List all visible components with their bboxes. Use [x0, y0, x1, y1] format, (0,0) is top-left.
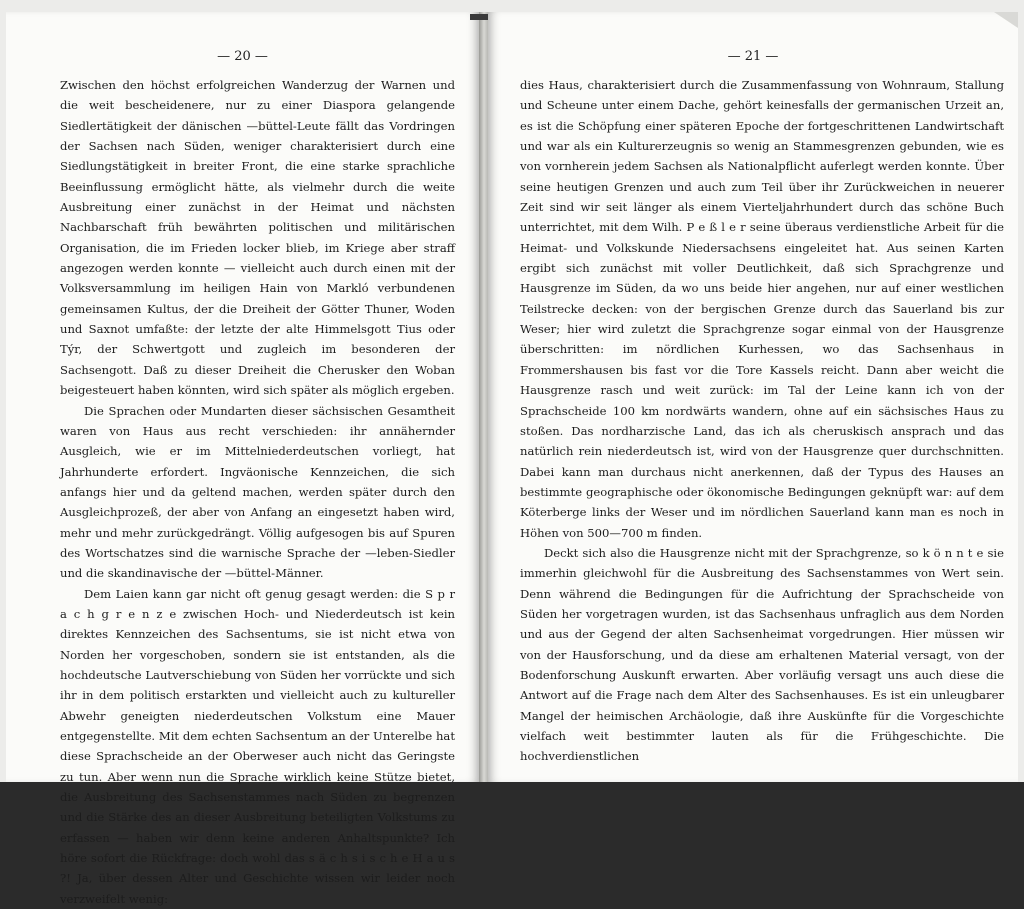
paragraph: Zwischen den höchst erfolgreichen Wanderzug der Warnen und die weit bescheidenere, nur zu einer Diaspora gelangende Siedlertätigkeit der dänischen —büttel-Leute fällt das Vordringen der Sachsen nach Süden, weniger charakterisiert durch eine Siedlungstätigkeit in breiter Front, die eine starke sprachliche Beeinflussung ermöglicht hätte, als vielmehr durch die weite Ausbreitung einer zunächst in der Heimat und nächsten Nachbarschaft früh bewährten politischen und militärischen Organisation, die im Frieden locker blieb, im Kriege aber straff angezogen werden konnte — vielleicht auch durch einen mit der Volksversammlung im heiligen Hain von Markló verbundenen gemeinsamen Kultus, der die Dreiheit der Götter Thuner, Woden und Saxnot umfaßte: der letzte der alte Himmelsgott Tius oder Týr, der Schwertgott und zugleich im besonderen der Sachsengott. Daß zu dieser Dreiheit die Cherusker den Woban beigesteuert haben könnten, wird sich später als möglich ergeben.: [60, 78, 455, 398]
page-number-right: — 21 —: [727, 49, 779, 64]
paragraph: Dem Laien kann gar nicht oft genug gesagt werden: die S p r a c h g r e n z e zwischen Hoch- und Niederdeutsch ist kein direktes Kennzeichen des Sachsentums, sie ist nicht etwa von Norden her vorgeschoben, sondern sie ist entstanden, als die hochdeutsche Lautverschiebung von Süden her vorrückte und sich ihr in dem politisch erstarkten und vielleicht auch zu kultureller Abwehr geneigten niederdeutschen Volkstum eine Mauer entgegenstellte. Mit dem echten Sachsentum an der Unterelbe hat diese Sprachscheide an der Oberweser auch nicht das Geringste zu tun. Aber wenn nun die Sprache wirklich keine Stütze bietet, die Ausbreitung des Sachsenstammes nach Süden zu begrenzen und die Stärke des an dieser Ausbreitung beteiligten Volkstums zu erfassen — haben wir denn keine anderen Anhaltspunkte? Ich höre sofort die Rückfrage: doch wohl das s ä c h s i s c h e H a u s ?! Ja, über dessen Alter und Geschichte wissen wir leider noch verzweifelt wenig:: [60, 586, 455, 906]
book-gutter: [479, 12, 488, 782]
right-page: [488, 12, 1018, 782]
right-page-text: [520, 75, 1004, 767]
paragraph: Die Sprachen oder Mundarten dieser sächsischen Gesamtheit waren von Haus aus recht verschieden: ihr annähernder Ausgleich, wie er im Mittelniederdeutschen vorliegt, hat Jahrhunderte erfordert. Ingväonische Kennzeichen, die sich anfangs hier und da geltend machen, werden später durch den Ausgleichprozeß, der aber von Anfang an eingesetzt haben wird, mehr und mehr zurückgedrängt. Völlig aufgesogen bis auf Spuren des Wortschatzes sind die warnische Sprache der —leben-Siedler und die skandinavische der —büttel-Männer.: [60, 403, 455, 581]
left-page: [6, 12, 479, 906]
paragraph: Deckt sich also die Hausgrenze nicht mit der Sprachgrenze, so k ö n n t e sie immerhin gleichwohl für die Ausbreitung des Sachsenstammes von Wert sein. Denn während die Bedingungen für die Aufrichtung der Sprachscheide von Süden her vorgetragen wurden, ist das Sachsenhaus unfraglich aus dem Norden und aus der Gegend der alten Sachsenheimat vorgedrungen. Hier müssen wir von der Hausforschung, und da diese am erhaltenen Material versagt, von der Bodenforschung Auskunft erwarten. Aber vorläufig versagt uns auch diese die Antwort auf die Frage nach dem Alter des Sachsenhauses. Es ist ein unleugbarer Mangel der heimischen Archäologie, daß ihre Auskünfte für die Vorgeschichte vielfach weit bestimmter lauten als für die Frühgeschichte. Die hochverdienstlichen: [520, 545, 1004, 764]
paragraph: dies Haus, charakterisiert durch die Zusammenfassung von Wohnraum, Stallung und Scheune unter einem Dache, gehört keinesfalls der germanischen Urzeit an, es ist die Schöpfung einer späteren Epoche der fortgeschrittenen Landwirtschaft und war als ein Kulturerzeugnis so wenig an Stammesgrenzen gebunden, wie es von vornherein jedem Sachsen als Nationalpflicht auferlegt werden konnte. Über seine heutigen Grenzen und auch zum Teil über ihr Zurückweichen in neuerer Zeit sind wir seit länger als einem Vierteljahrhundert durch das schöne Buch unterrichtet, mit dem Wilh. P e ß l e r seine überaus verdienstliche Arbeit für die Heimat- und Volkskunde Niedersachsens eingeleitet hat. Aus seinen Karten ergibt sich zunächst mit voller Deutlichkeit, daß sich Sprachgrenze und Hausgrenze im Süden, da wo uns beide hier angehen, nur auf einer westlichen Teilstrecke decken: von der bergischen Grenze durch das Sauerland bis zur Weser; hier wird zuletzt die Sprachgrenze sogar einmal von der Hausgrenze überschritten: im nördlichen Kurhessen, wo das Sachsenhaus in Frommershausen bis fast vor die Tore Kassels reicht. Dann aber weicht die Hausgrenze rasch und weit zurück: im Tal der Leine kann ich von der Sprachscheide 100 km nordwärts wandern, ohne auf ein sächsisches Haus zu stoßen. Das nordharzische Land, das ich als cheruskisch ansprach und das natürlich rein niederdeutsch ist, wird von der Hausgrenze quer durchschnitten. Dabei kann man durchaus nicht anerkennen, daß der Typus des Hauses an bestimmte geographische oder ökonomische Bedingungen geknüpft war: auf dem Köterberge links der Weser und im nördlichen Sauerland kann man es noch in Höhen von 500—700 m finden.: [520, 78, 1004, 540]
left-page-text: [60, 75, 455, 909]
page-number-left: — 20 —: [217, 49, 268, 64]
